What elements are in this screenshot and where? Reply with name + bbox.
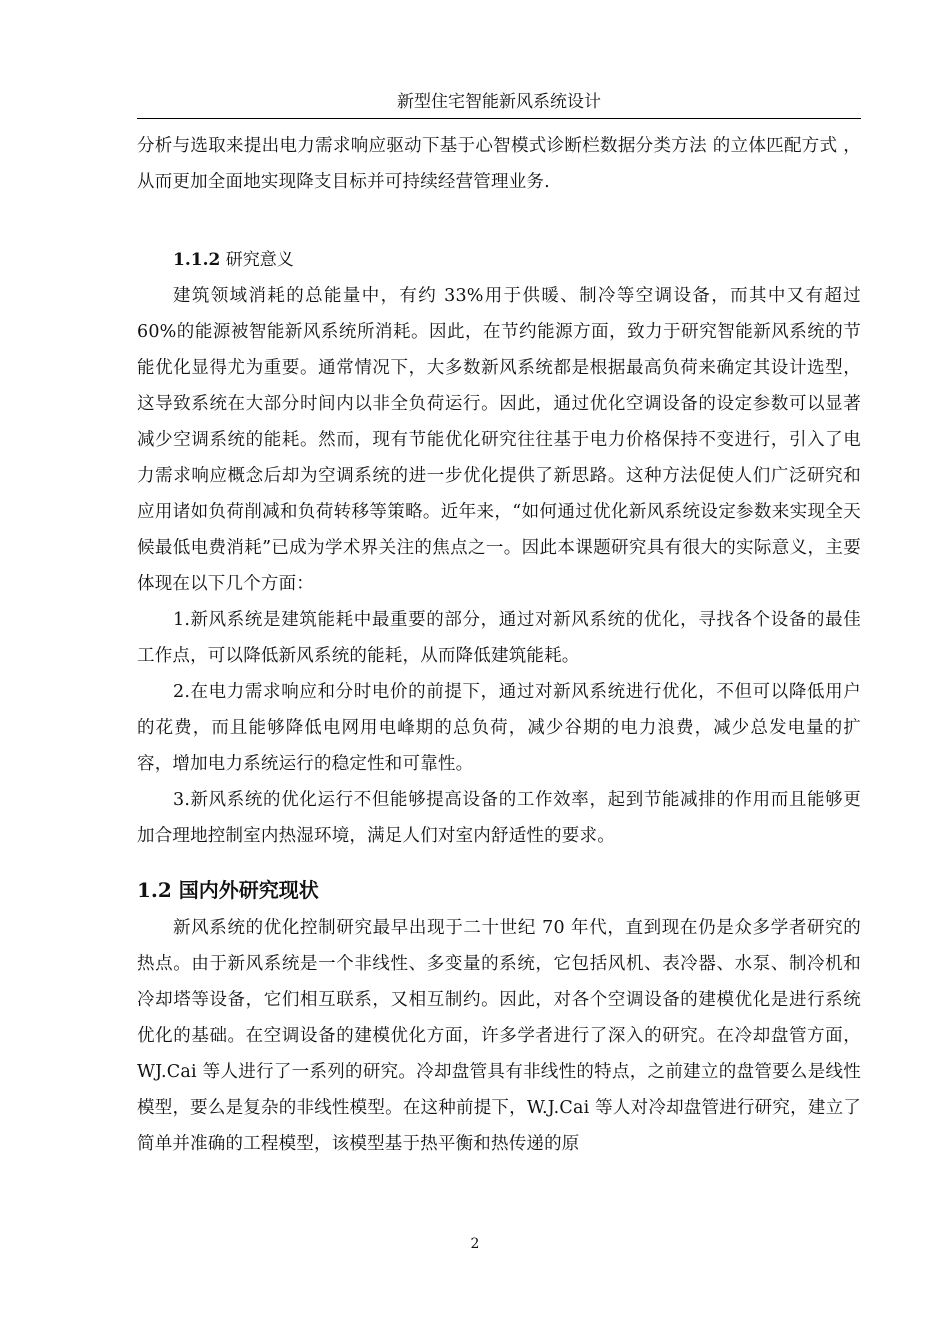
section-heading [137,870,861,910]
subsection-title: 研究意义 [225,250,294,270]
list-paragraph-3: 3.新风系统的优化运行不但能够提高设备的工作效率，起到节能减排的作用而且能够更加合理地控制室内热湿环境，满足人们对室内舒适性的要求。 [137,790,861,846]
spacer [137,200,861,242]
page-body [137,128,861,1162]
lead-paragraph: 分析与选取来提出电力需求响应驱动下基于心智模式诊断栏数据分类方法 的立体匹配方式 ，从而更加全面地实现降支目标并可持续经营管理业务. [137,136,861,192]
section-title: 国内外研究现状 [178,878,319,902]
subsection-heading [137,242,861,278]
page-number: 2 [470,1236,480,1252]
body-paragraph: 新风系统的优化控制研究最早出现于二十世纪 70 年代，直到现在仍是众多学者研究的热点。由于新风系统是一个非线性、多变量的系统，它包括风机、表冷器、水泵、制冷机和冷却塔等设备，它们相互联系，又相互制约。因此，对各个空调设备的建模优化是进行系统优化的基础。在空调设备的建模优化方面，许多学者进行了深入的研究。在冷却盘管方面，WJ.Cai 等人进行了一系列的研究。冷却盘管具有非线性的特点，之前建立的盘管要么是线性模型，要么是复杂的非线性模型。在这种前提下，W.J.Cai 等人对冷却盘管进行研究，建立了简单并准确的工程模型，该模型基于热平衡和热传递的原 [137,918,861,1154]
body-paragraph: 建筑领域消耗的总能量中，有约 33%用于供暖、制冷等空调设备，而其中又有超过 60%的能源被智能新风系统所消耗。因此，在节约能源方面，致力于研究智能新风系统的节能优化显得尤为重要。通常情况下，大多数新风系统都是根据最高负荷来确定其设计选型，这导致系统在大部分时间内以非全负荷运行。因此，通过优化空调设备的设定参数可以显著减少空调系统的能耗。然而，现有节能优化研究往往基于电力价格保持不变进行，引入了电力需求响应概念后却为空调系统的进一步优化提供了新思路。这种方法促使人们广泛研究和应用诸如负荷削减和负荷转移等策略。近年来，“如何通过优化新风系统设定参数来实现全天候最低电费消耗”已成为学术界关注的焦点之一。因此本课题研究具有很大的实际意义，主要体现在以下几个方面： [137,286,861,594]
spacer [137,854,861,870]
header-rule [137,118,861,119]
section-number: 1.2 [137,878,172,902]
list-paragraph-2: 2.在电力需求响应和分时电价的前提下，通过对新风系统进行优化，不但可以降低用户的花费，而且能够降低电网用电峰期的总负荷，减少谷期的电力浪费，减少总发电量的扩容，增加电力系统运行的稳定性和可靠性。 [137,682,861,774]
subsection-number: 1.1.2 [173,250,221,270]
running-header: 新型住宅智能新风系统设计 [397,92,601,112]
list-paragraph-1: 1.新风系统是建筑能耗中最重要的部分，通过对新风系统的优化，寻找各个设备的最佳工作点，可以降低新风系统的能耗，从而降低建筑能耗。 [137,610,861,666]
